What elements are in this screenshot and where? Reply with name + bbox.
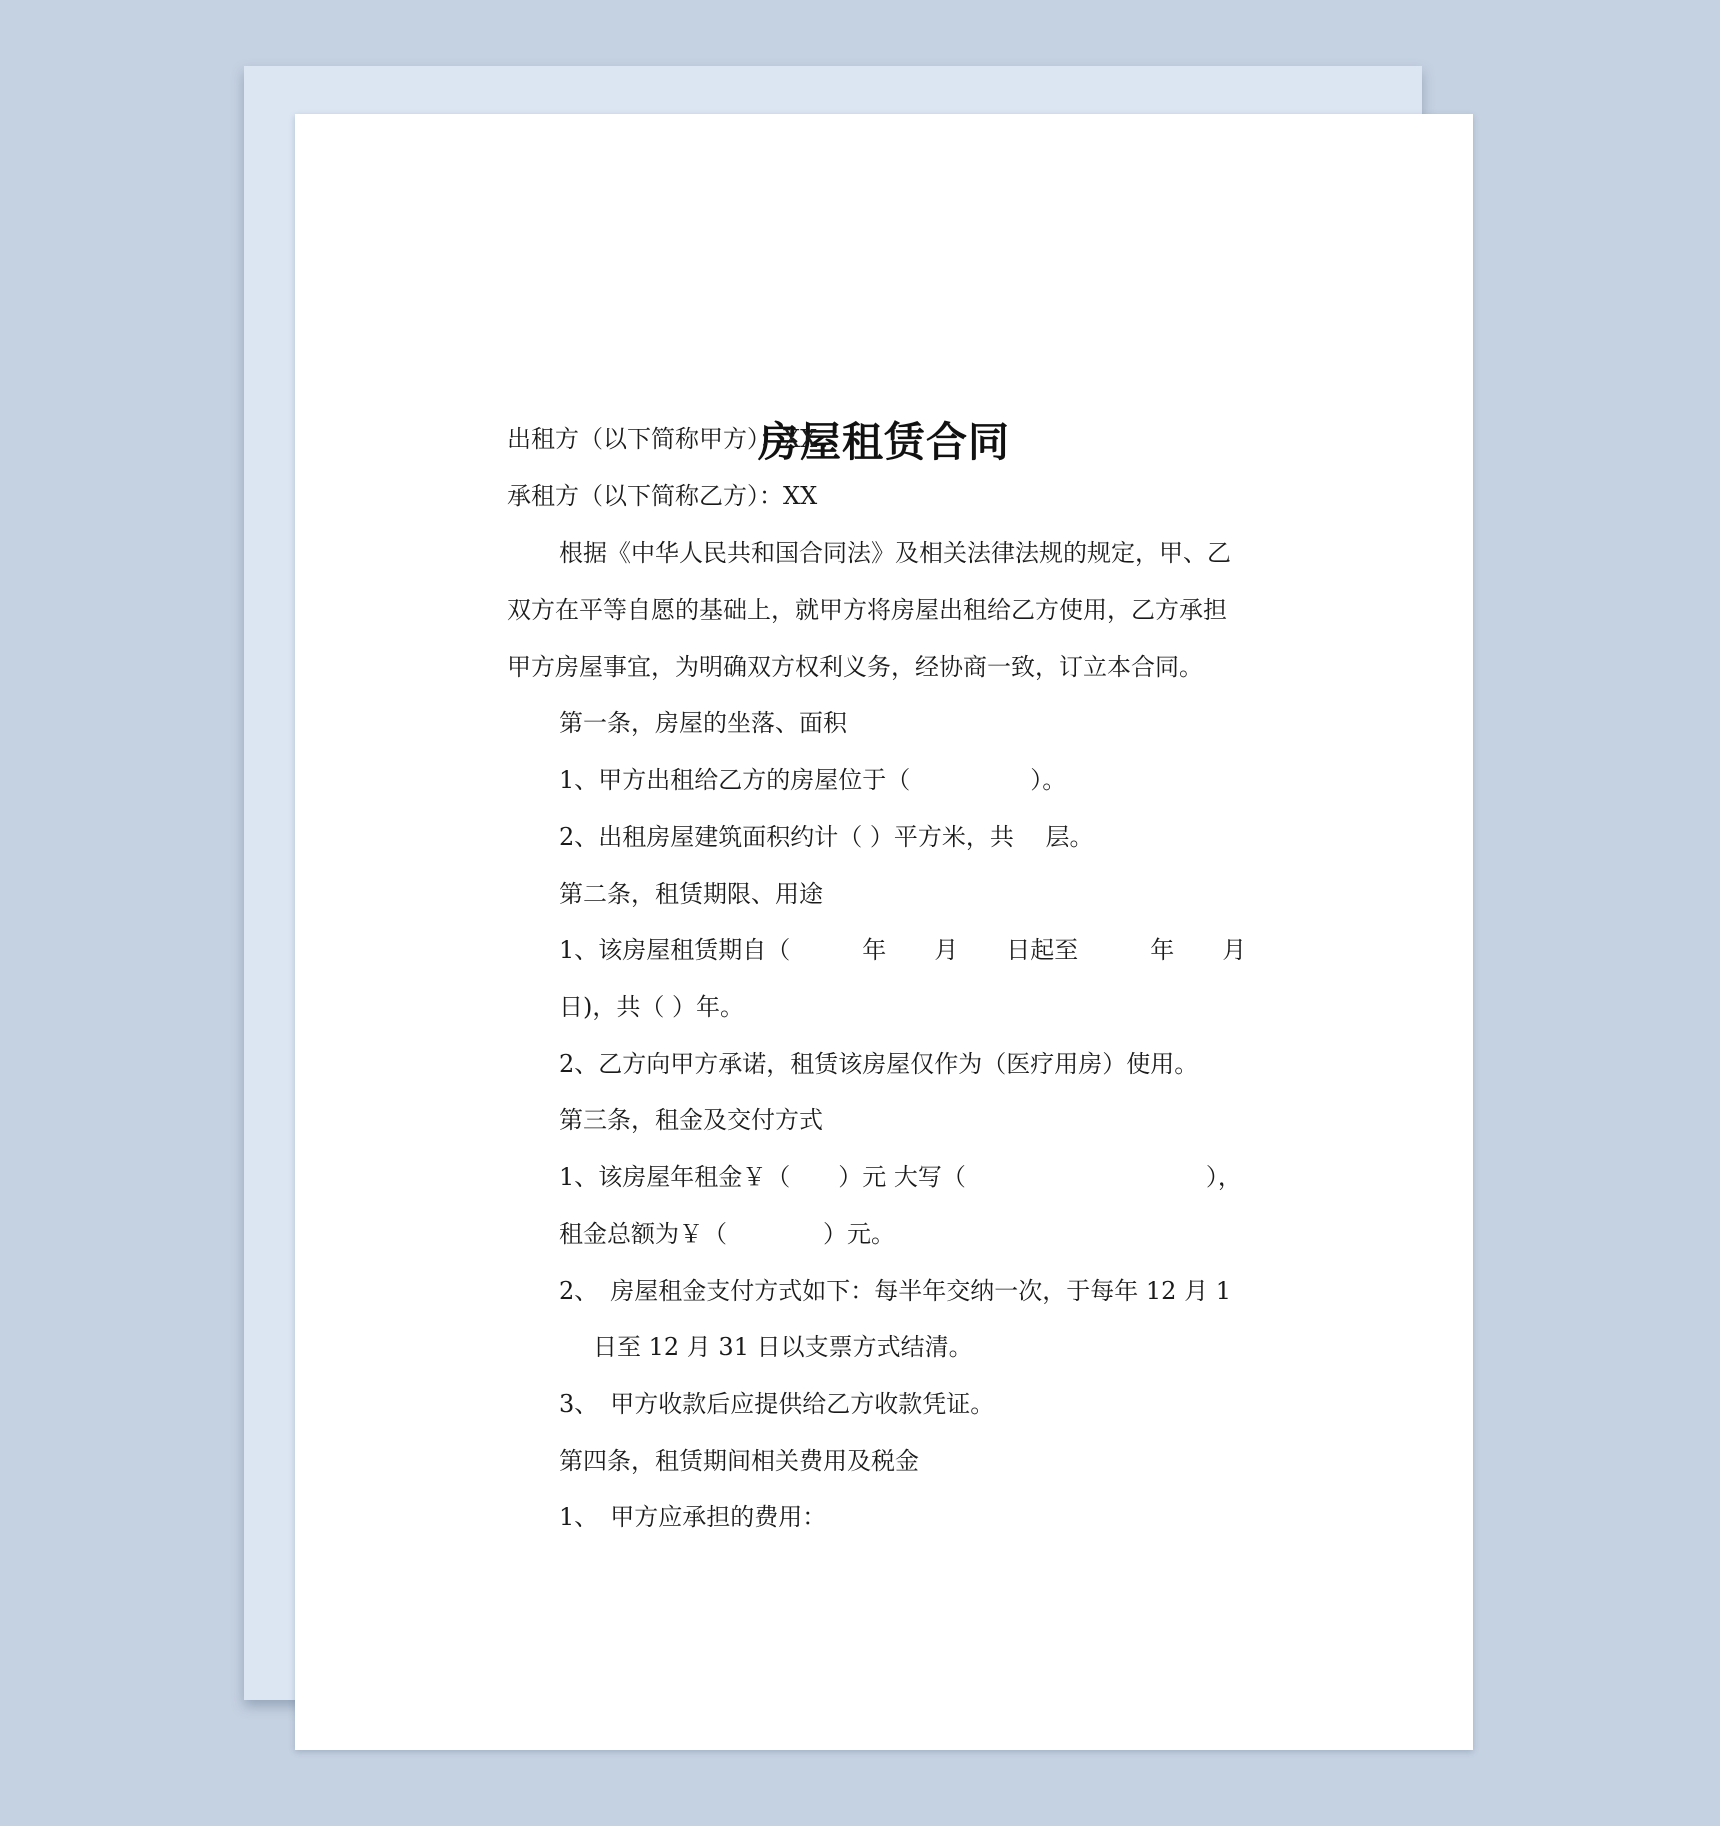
preamble-line-3: 甲方房屋事宜，为明确双方权利义务，经协商一致，订立本合同。 bbox=[507, 653, 1203, 681]
party-b-line: 承租方（以下简称乙方）：XX bbox=[507, 482, 818, 510]
article-1-item-1: 1、甲方出租给乙方的房屋位于（ ）。 bbox=[559, 766, 1067, 794]
preamble-line-2: 双方在平等自愿的基础上，就甲方将房屋出租给乙方使用，乙方承担 bbox=[507, 596, 1227, 624]
article-3-item-2-line-2: 日至 12 月 31 日以支票方式结清。 bbox=[593, 1333, 973, 1361]
preamble-line-1: 根据《中华人民共和国合同法》及相关法律法规的规定，甲、乙 bbox=[559, 539, 1231, 567]
article-2-item-2: 2、乙方向甲方承诺，租赁该房屋仅作为（医疗用房）使用。 bbox=[559, 1050, 1199, 1078]
article-2-item-1-line-2: 日)，共（ ）年。 bbox=[559, 993, 744, 1021]
article-1-item-2: 2、出租房屋建筑面积约计（ ）平方米，共 层。 bbox=[559, 823, 1094, 851]
article-3-item-1-line-1: 1、该房屋年租金￥（ ）元 大写（ ）， bbox=[559, 1163, 1242, 1191]
article-1-heading: 第一条，房屋的坐落、面积 bbox=[559, 709, 847, 737]
party-a-line: 出租方（以下简称甲方）：XX bbox=[507, 425, 818, 453]
article-2-item-1-line-1: 1、该房屋租赁期自（ 年 月 日起至 年 月 bbox=[559, 936, 1247, 964]
document-title: 房屋租赁合同 bbox=[758, 418, 1010, 466]
article-4-heading: 第四条，租赁期间相关费用及税金 bbox=[559, 1447, 919, 1475]
article-3-heading: 第三条，租金及交付方式 bbox=[559, 1106, 823, 1134]
article-3-item-1-line-2: 租金总额为￥（ ）元。 bbox=[559, 1220, 895, 1248]
article-4-item-1: 1、 甲方应承担的费用： bbox=[559, 1503, 827, 1531]
article-2-heading: 第二条，租赁期限、用途 bbox=[559, 880, 823, 908]
contract-page bbox=[295, 114, 1473, 1750]
article-3-item-2-line-1: 2、 房屋租金支付方式如下：每半年交纳一次，于每年 12 月 1 bbox=[559, 1277, 1231, 1305]
article-3-item-3: 3、 甲方收款后应提供给乙方收款凭证。 bbox=[559, 1390, 995, 1418]
